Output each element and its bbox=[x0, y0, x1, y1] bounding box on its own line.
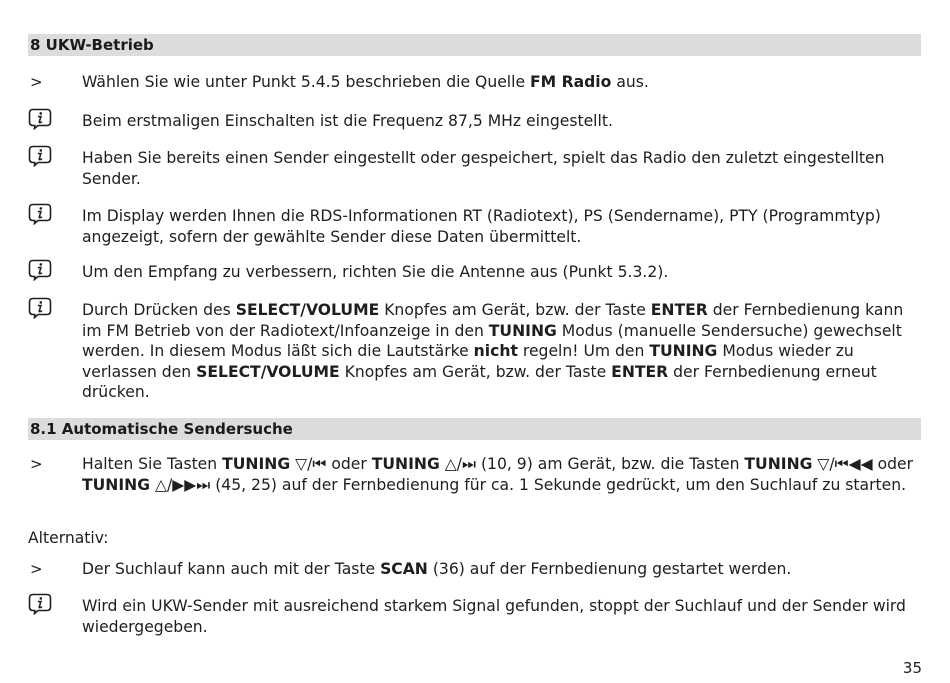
bold-term: SCAN bbox=[380, 560, 428, 578]
item-text bbox=[82, 72, 922, 93]
section-heading-automatische-sendersuche: 8.1 Automatische Sendersuche bbox=[28, 418, 921, 440]
bold-term: FM Radio bbox=[530, 73, 612, 91]
text-run: Der Suchlauf kann auch mit der Taste bbox=[82, 560, 381, 578]
info-icon bbox=[28, 203, 52, 225]
text-run: (36) auf der Fernbedienung gestartet werden. bbox=[427, 560, 792, 578]
text-run: Wird ein UKW-Sender mit ausreichend starkem Signal gefunden, stoppt der Suchlauf und der Sender wird wiedergegeben. bbox=[82, 597, 906, 636]
info-icon bbox=[28, 108, 52, 130]
section-heading-ukw-betrieb: 8 UKW-Betrieb bbox=[28, 34, 921, 56]
item-text bbox=[82, 206, 922, 247]
text-run: Im Display werden Ihnen die RDS-Informationen RT (Radiotext), PS (Sendername), PTY (Programmtyp) angezeigt, sofern der gewählte Sender diese Daten übermittelt. bbox=[82, 207, 881, 246]
info-note bbox=[28, 111, 921, 132]
info-marker bbox=[28, 111, 68, 130]
text-run: der Fernbedienung kann im FM Betrieb von der Radiotext/Infoanzeige in den bbox=[82, 301, 904, 340]
text-run: aus. bbox=[611, 73, 649, 91]
info-note bbox=[28, 206, 921, 247]
info-icon bbox=[28, 259, 52, 281]
text-run: Halten Sie Tasten bbox=[82, 455, 223, 473]
item-text bbox=[82, 111, 922, 132]
instruction-item bbox=[28, 559, 921, 580]
alternative-label: Alternativ: bbox=[28, 529, 109, 547]
bold-term: SELECT/VOLUME bbox=[196, 362, 340, 381]
bold-term: TUNING bbox=[649, 342, 718, 360]
info-marker bbox=[28, 148, 68, 167]
instruction-item bbox=[28, 72, 921, 93]
instruction-item bbox=[28, 454, 921, 495]
info-note bbox=[28, 148, 921, 189]
item-text bbox=[82, 262, 922, 283]
bold-term: SELECT/VOLUME bbox=[235, 301, 380, 319]
text-run: Knopfes am Gerät, bzw. der Taste bbox=[379, 301, 651, 319]
bold-term: TUNING bbox=[82, 475, 151, 494]
info-note bbox=[28, 300, 921, 403]
text-run: Knopfes am Gerät, bzw. der Taste bbox=[339, 362, 612, 381]
manual-page bbox=[28, 0, 921, 683]
item-text bbox=[82, 300, 922, 403]
info-marker bbox=[28, 300, 68, 319]
text-run: △/▶▶⏭ (45, 25) auf der Fernbedienung für ca. 1 Sekunde gedrückt, um den Suchlauf zu starten. bbox=[150, 475, 907, 494]
bold-term: TUNING bbox=[222, 455, 291, 473]
info-icon bbox=[28, 593, 52, 615]
text-run: ▽/⏮◀◀ oder bbox=[812, 455, 914, 473]
info-note bbox=[28, 596, 921, 637]
info-marker bbox=[28, 206, 68, 225]
text-run: ▽/⏮ oder bbox=[290, 455, 372, 473]
page-number: 35 bbox=[902, 659, 922, 677]
bold-term: nicht bbox=[473, 342, 518, 360]
text-run: △/⏭ (10, 9) am Gerät, bzw. die Tasten bbox=[439, 455, 745, 473]
bold-term: ENTER bbox=[611, 362, 669, 381]
text-run: regeln! Um den bbox=[517, 342, 650, 360]
bold-term: ENTER bbox=[650, 301, 708, 319]
info-marker bbox=[28, 262, 68, 281]
text-run: Modus (manuelle Sendersuche) gewechselt werden. In diesem Modus läßt sich die Lautstärke bbox=[82, 321, 902, 360]
text-run: Beim erstmaligen Einschalten ist die Frequenz 87,5 MHz eingestellt. bbox=[82, 112, 613, 130]
bold-term: TUNING bbox=[488, 321, 557, 340]
text-run: Modus wieder zu verlassen den bbox=[82, 342, 854, 381]
item-text bbox=[82, 596, 922, 637]
text-run: der Fernbedienung erneut drücken. bbox=[82, 362, 877, 401]
item-text bbox=[82, 148, 922, 189]
bold-term: TUNING bbox=[744, 455, 813, 473]
item-text bbox=[82, 559, 922, 580]
info-marker bbox=[28, 596, 68, 615]
text-run: Um den Empfang zu verbessern, richten Sie die Antenne aus (Punkt 5.3.2). bbox=[82, 263, 669, 281]
bullet-arrow: > bbox=[30, 455, 43, 473]
text-run: Durch Drücken des bbox=[82, 301, 236, 319]
info-icon bbox=[28, 297, 52, 319]
bold-term: TUNING bbox=[371, 455, 440, 473]
bullet-arrow: > bbox=[30, 560, 43, 578]
info-icon bbox=[28, 145, 52, 167]
info-note bbox=[28, 262, 921, 283]
item-text bbox=[82, 454, 922, 495]
text-run: Haben Sie bereits einen Sender eingestellt oder gespeichert, spielt das Radio den zuletzt eingestellten Sender. bbox=[82, 149, 885, 188]
bullet-arrow: > bbox=[30, 73, 43, 91]
text-run: Wählen Sie wie unter Punkt 5.4.5 beschrieben die Quelle bbox=[82, 73, 531, 91]
